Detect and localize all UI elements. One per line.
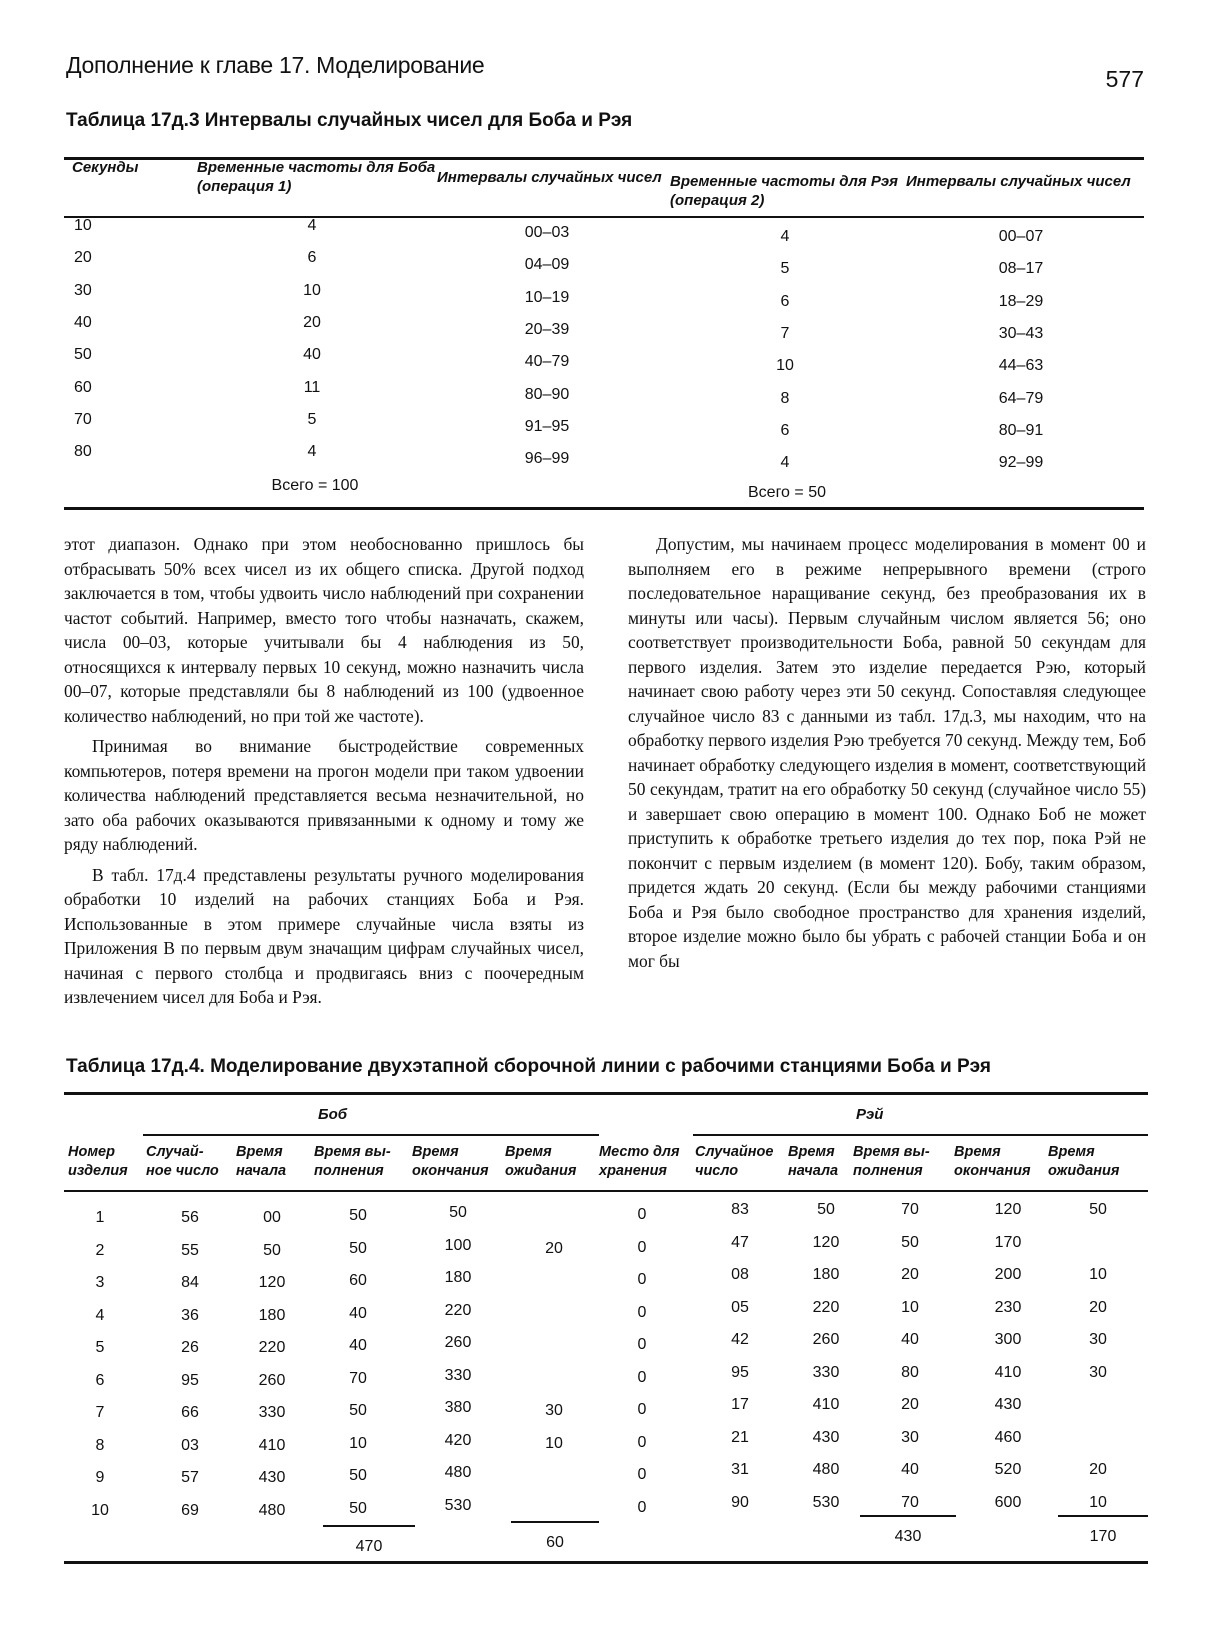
- table4-cell-br: 03: [181, 1436, 199, 1454]
- table4-header-b-end: [412, 1143, 508, 1181]
- table3-cell-bob: 11: [303, 378, 321, 396]
- table3-bottom-rule: [64, 507, 1144, 510]
- table4-cell-bf: 380: [444, 1399, 472, 1416]
- table4-header-r-end-line1: Время: [954, 1144, 1001, 1160]
- table4-cell-rr: 95: [731, 1363, 749, 1381]
- table4-cell-rw: 30: [1089, 1363, 1107, 1381]
- table3-cell-ray_int: 64–79: [998, 389, 1044, 407]
- table4-cell-be: 50: [349, 1239, 367, 1257]
- table4-cell-bw: 20: [545, 1239, 563, 1257]
- table4-cell-br: 56: [181, 1209, 199, 1226]
- table4-cell-rr: 17: [731, 1396, 749, 1413]
- table3-cell-bob: 10: [303, 281, 321, 299]
- table4-cell-st: 0: [637, 1498, 647, 1516]
- table4-cell-br: 66: [181, 1404, 199, 1421]
- table3-cell-ray: 7: [780, 324, 790, 342]
- table4-cell-n: 2: [95, 1241, 105, 1259]
- table4-header-r-rand: [695, 1143, 795, 1181]
- table3-cell-bob_int: 91–95: [524, 417, 570, 435]
- table4-top-rule: [64, 1092, 1148, 1095]
- table3-cell-sec: 40: [74, 313, 92, 331]
- table3-cell-ray: 8: [780, 389, 790, 407]
- table3-header-ray-freq-line1: Временные частоты для Рэя: [670, 173, 898, 190]
- table3-header-ray-freq-line2: (операция 2): [670, 192, 765, 209]
- table4-cell-be: 40: [349, 1337, 367, 1354]
- table4-header-store-line1: Место для: [599, 1144, 680, 1160]
- table3-cell-ray_int: 00–07: [998, 228, 1044, 245]
- table4-cell-rs: 330: [812, 1363, 840, 1381]
- table3-cell-sec: 30: [74, 281, 92, 299]
- table4-cell-re: 30: [901, 1428, 919, 1446]
- table4-cell-bs: 430: [258, 1469, 286, 1486]
- table4-cell-rw: 10: [1089, 1266, 1107, 1283]
- table4-cell-bf: 420: [444, 1431, 472, 1449]
- table4-cell-rw: 20: [1089, 1461, 1107, 1478]
- table4-header-b-wait-line1: Время: [505, 1144, 552, 1160]
- body-left-column: [64, 532, 584, 1010]
- table4-cell-rf: 520: [994, 1461, 1022, 1478]
- table4-cell-rs: 480: [812, 1461, 840, 1478]
- body-left-para-2: Принимая во внимание быстродействие современных компьютеров, потеря времени на прогон модели при таком удвоении количества наблюдений представляется весьма незначительной, но зато оба рабочих оказываются привязанными к одному и тому же ряду наблюдений.: [64, 736, 584, 854]
- table3-cell-ray_int: 08–17: [998, 260, 1044, 278]
- table3-cell-bob: 20: [303, 313, 321, 331]
- table4-cell-rf: 600: [994, 1493, 1022, 1511]
- table4-cell-re: 10: [901, 1298, 919, 1316]
- table4-cell-bs: 480: [258, 1501, 286, 1519]
- table4-header-b-end-line2: окончания: [412, 1163, 489, 1179]
- table4-header-b-rand: [146, 1143, 244, 1181]
- running-title: Дополнение к главе 17. Моделирование: [66, 52, 485, 78]
- page-number: 577: [1105, 66, 1144, 92]
- table4-header-b-exec: [314, 1143, 410, 1181]
- table4-cell-rr: 05: [731, 1298, 749, 1316]
- table3-cell-ray_int: 30–43: [998, 324, 1044, 342]
- table3-cell-ray: 10: [776, 357, 794, 375]
- table4-cell-re: 50: [901, 1233, 919, 1251]
- table4-cell-rs: 260: [812, 1331, 840, 1348]
- body-right-column: [628, 532, 1146, 973]
- table4-cell-re: 80: [901, 1363, 919, 1381]
- table3-cell-bob_int: 20–39: [524, 320, 570, 338]
- table4-cell-rr: 83: [731, 1201, 749, 1218]
- table3-header-bob-freq-line2: (операция 1): [197, 178, 292, 195]
- table4-total-rule-r-exec: [860, 1515, 956, 1517]
- table3-cell-ray: 4: [780, 454, 790, 472]
- table3-cell-bob_int: 40–79: [524, 353, 570, 371]
- table4-cell-st: 0: [637, 1336, 647, 1353]
- body-left-para-3: В табл. 17д.4 представлены результаты ручного моделирования обработки 10 изделий на рабочих станциях Боба и Рэя. Использованные в этом примере случайные числа взяты из Приложения В по первым двум значащим цифрам случайных чисел, начиная с первого столбца и продвигаясь вниз с поочередным извлечением чисел для Боба и Рэя.: [64, 864, 584, 1007]
- table4-cell-rf: 230: [994, 1298, 1022, 1316]
- table4-cell-re: 20: [901, 1266, 919, 1283]
- table4-cell-br: 57: [181, 1469, 199, 1486]
- table4-cell-rf: 200: [994, 1266, 1022, 1283]
- table4-cell-rs: 410: [812, 1396, 840, 1413]
- table4-header-b-exec-line1: Время вы-: [314, 1144, 391, 1160]
- table3-cell-ray: 5: [780, 260, 790, 278]
- table4-cell-st: 0: [637, 1303, 647, 1321]
- table4-cell-n: 10: [91, 1501, 109, 1519]
- table4-cell-bf: 530: [444, 1496, 472, 1514]
- table3-cell-ray: 6: [780, 421, 790, 439]
- table3-cell-sec: 60: [74, 378, 92, 396]
- table3-header-ray-freq: [670, 172, 898, 210]
- table4-cell-bs: 50: [263, 1241, 281, 1259]
- table4-header-b-exec-line2: полнения: [314, 1163, 384, 1179]
- table4-cell-rf: 120: [994, 1201, 1022, 1218]
- table4-cell-re: 70: [901, 1201, 919, 1218]
- table4-header-item-line1: Номер: [68, 1144, 115, 1160]
- table4-header-r-start-line2: начала: [788, 1163, 839, 1179]
- table4-total-r-wait: 170: [1089, 1528, 1117, 1545]
- table4-bottom-rule: [64, 1561, 1148, 1564]
- table4-cell-bf: 330: [444, 1366, 472, 1384]
- table3-cell-bob_int: 00–03: [524, 224, 570, 241]
- table4-cell-br: 95: [181, 1371, 199, 1389]
- table3-header-bob-freq-line1: Временные частоты для Боба: [197, 159, 436, 176]
- table4-caption: Таблица 17д.4. Моделирование двухэтапной сборочной линии с рабочими станциями Боба и Рэя: [66, 1056, 991, 1077]
- table4-cell-rf: 410: [994, 1363, 1022, 1381]
- table4-header-r-wait-line2: ожидания: [1048, 1163, 1120, 1179]
- table4-header-r-rand-line2: число: [695, 1163, 739, 1179]
- table4-cell-bf: 480: [444, 1464, 472, 1481]
- table4-header-r-exec: [853, 1143, 953, 1181]
- table4-cell-n: 3: [95, 1274, 105, 1291]
- table4-cell-bf: 220: [444, 1301, 472, 1319]
- table4-cell-be: 70: [349, 1369, 367, 1387]
- table4-header-item-line2: изделия: [68, 1163, 128, 1179]
- table4-total-b-wait: 60: [546, 1534, 564, 1551]
- table4-cell-rf: 460: [994, 1428, 1022, 1446]
- table4-cell-st: 0: [637, 1368, 647, 1386]
- table4-cell-rr: 31: [731, 1461, 749, 1478]
- table4-header-b-wait: [505, 1143, 607, 1181]
- table3-ray-total: Всего = 50: [748, 484, 826, 501]
- table4-header-r-rand-line1: Случайное: [695, 1144, 774, 1160]
- table4-cell-bs: 120: [258, 1274, 286, 1291]
- table4-cell-rs: 430: [812, 1428, 840, 1446]
- table3-cell-ray: 4: [780, 228, 790, 245]
- table3-header-seconds: Секунды: [72, 159, 139, 176]
- table4-cell-rs: 220: [812, 1298, 840, 1316]
- table3-cell-bob: 4: [307, 217, 317, 234]
- table3-bob-total: Всего = 100: [271, 477, 359, 494]
- table4-cell-br: 84: [181, 1274, 199, 1291]
- table4-cell-rs: 120: [812, 1233, 840, 1251]
- table4-cell-rf: 430: [994, 1396, 1022, 1413]
- table3-caption: Таблица 17д.3 Интервалы случайных чисел для Боба и Рэя: [66, 110, 633, 131]
- table4-header-b-end-line1: Время: [412, 1144, 459, 1160]
- table4-cell-rs: 50: [817, 1201, 835, 1218]
- table4-cell-st: 0: [637, 1466, 647, 1483]
- table3-cell-bob_int: 80–90: [524, 385, 570, 403]
- table4-cell-n: 9: [95, 1469, 105, 1486]
- table4-cell-br: 55: [181, 1241, 199, 1259]
- table3-header-bob-freq: [197, 158, 435, 196]
- table4-cell-rr: 21: [731, 1428, 749, 1446]
- table4-header-b-wait-line2: ожидания: [505, 1163, 577, 1179]
- table4-cell-re: 40: [901, 1461, 919, 1478]
- table4-cell-st: 0: [637, 1271, 647, 1288]
- table3-cell-sec: 70: [74, 410, 92, 428]
- table4-header-item: [68, 1143, 144, 1181]
- table4-cell-bs: 260: [258, 1371, 286, 1389]
- table4-total-rule-b-exec: [323, 1525, 415, 1527]
- table4-cell-bs: 330: [258, 1404, 286, 1421]
- table4-header-r-end-line2: окончания: [954, 1163, 1031, 1179]
- table4-total-rule-r-wait: [1058, 1515, 1148, 1517]
- table3-cell-bob_int: 10–19: [524, 288, 570, 306]
- table3-cell-bob_int: 04–09: [524, 256, 570, 274]
- body-left-para-1: этот диапазон. Однако при этом необоснованно пришлось бы отбрасывать 50% всех чисел из их общего списка. Другой подход заключается в том, чтобы удвоить число наблюдений при сохранении частот событий. Например, вместо того чтобы назначать, скажем, числа 00–03, которые учитывали бы 4 наблюдения из 50, относящихся к интервалу первых 10 секунд, можно назначить числа 00–07, которые представляли бы 8 наблюдений из 100 (удвоенное количество наблюдений, но при той же частоте).: [64, 534, 584, 726]
- table4-cell-be: 10: [349, 1434, 367, 1452]
- table4-cell-bf: 100: [444, 1236, 472, 1254]
- table4-cell-rr: 90: [731, 1493, 749, 1511]
- table4-cell-st: 0: [637, 1401, 647, 1418]
- table4-cell-re: 70: [901, 1493, 919, 1511]
- table4-ray-group-rule: [693, 1134, 1148, 1136]
- table4-cell-rs: 180: [812, 1266, 840, 1283]
- table4-cell-bf: 260: [444, 1334, 472, 1351]
- table4-cell-n: 5: [95, 1339, 105, 1356]
- table3-cell-sec: 80: [74, 443, 92, 461]
- table4-cell-bw: 10: [545, 1434, 563, 1452]
- table4-header-b-start-line1: Время: [236, 1144, 283, 1160]
- table4-cell-bf: 180: [444, 1269, 472, 1286]
- table4-header-r-exec-line2: полнения: [853, 1163, 923, 1179]
- table4-cell-rr: 08: [731, 1266, 749, 1283]
- table3-cell-bob: 40: [303, 346, 321, 364]
- table4-cell-bs: 410: [258, 1436, 286, 1454]
- table4-header-b-rand-line2: ное число: [146, 1163, 219, 1179]
- table4-header-b-start-line2: начала: [236, 1163, 287, 1179]
- table4-header-r-wait-line1: Время: [1048, 1144, 1095, 1160]
- table4-cell-be: 50: [349, 1207, 367, 1224]
- table4-cell-be: 50: [349, 1499, 367, 1517]
- table4-header-b-rand-line1: Случай-: [146, 1144, 204, 1160]
- table4-cell-rw: 10: [1089, 1493, 1107, 1511]
- table4-cell-re: 20: [901, 1396, 919, 1413]
- table3-cell-ray_int: 18–29: [998, 292, 1044, 310]
- table3-cell-ray: 6: [780, 292, 790, 310]
- table4-cell-n: 8: [95, 1436, 105, 1454]
- table3-header-bob-intervals: Интервалы случайных чисел: [437, 169, 662, 186]
- table4-cell-br: 26: [181, 1339, 199, 1356]
- table4-header-r-end: [954, 1143, 1050, 1181]
- table4-cell-be: 50: [349, 1402, 367, 1419]
- table4-header-store-line2: хранения: [599, 1163, 667, 1179]
- table4-total-r-exec: 430: [894, 1528, 922, 1545]
- table3-header-rule: [64, 216, 1144, 218]
- table4-cell-st: 0: [637, 1238, 647, 1256]
- table4-cell-n: 6: [95, 1371, 105, 1389]
- table3-cell-sec: 10: [74, 217, 92, 234]
- table4-cell-rf: 300: [994, 1331, 1022, 1348]
- table4-cell-rf: 170: [994, 1233, 1022, 1251]
- table3-cell-sec: 50: [74, 346, 92, 364]
- table3-cell-ray_int: 92–99: [998, 454, 1044, 472]
- table4-total-rule-b-wait: [511, 1521, 599, 1523]
- table4-cell-bs: 180: [258, 1306, 286, 1324]
- table4-header-rule: [64, 1190, 1148, 1192]
- table4-cell-be: 60: [349, 1272, 367, 1289]
- table4-cell-st: 0: [637, 1206, 647, 1223]
- table3-cell-ray_int: 80–91: [998, 421, 1044, 439]
- table4-group-ray: Рэй: [856, 1106, 884, 1123]
- table3-cell-bob: 4: [307, 443, 317, 461]
- table4-header-r-exec-line1: Время вы-: [853, 1144, 930, 1160]
- table4-cell-re: 40: [901, 1331, 919, 1348]
- table4-cell-rs: 530: [812, 1493, 840, 1511]
- table4-cell-bw: 30: [545, 1402, 563, 1419]
- table4-cell-br: 69: [181, 1501, 199, 1519]
- table4-cell-br: 36: [181, 1306, 199, 1324]
- table3-cell-ray_int: 44–63: [998, 357, 1044, 375]
- table4-total-b-exec: 470: [355, 1538, 383, 1555]
- table4-cell-rw: 50: [1089, 1201, 1107, 1218]
- table4-header-r-start-line1: Время: [788, 1144, 835, 1160]
- table4-group-bob: Боб: [318, 1106, 348, 1123]
- table3-cell-sec: 20: [74, 249, 92, 267]
- table4-header-b-start: [236, 1143, 312, 1181]
- table3-cell-bob: 5: [307, 410, 317, 428]
- table4-cell-bs: 00: [263, 1209, 281, 1226]
- table4-header-r-start: [788, 1143, 860, 1181]
- table4-header-r-wait: [1048, 1143, 1148, 1181]
- table4-cell-rw: 20: [1089, 1298, 1107, 1316]
- table4-header-store: [599, 1143, 695, 1181]
- table3-cell-bob: 6: [307, 249, 317, 267]
- table4-cell-st: 0: [637, 1433, 647, 1451]
- table4-cell-bf: 50: [449, 1204, 467, 1221]
- table4-cell-n: 1: [95, 1209, 105, 1226]
- table3-header-ray-intervals: Интервалы случайных чисел: [906, 173, 1131, 190]
- table3-cell-bob_int: 96–99: [524, 450, 570, 468]
- table4-cell-rr: 47: [731, 1233, 749, 1251]
- table4-cell-be: 50: [349, 1467, 367, 1484]
- table4-cell-n: 4: [95, 1306, 105, 1324]
- table4-bob-group-rule: [143, 1134, 599, 1136]
- table4-cell-rr: 42: [731, 1331, 749, 1348]
- table4-cell-n: 7: [95, 1404, 105, 1421]
- table4-cell-rw: 30: [1089, 1331, 1107, 1348]
- body-right-para-1: Допустим, мы начинаем процесс моделирования в момент 00 и выполняем его в режиме непрерывного времени (строго последовательное наращивание секунд, без преобразования их в минуты или часы). Первым случайным числом является 56; оно соответствует производительности Боба, равной 50 секундам для первого изделия. Затем это изделие передается Рэю, который начинает свою работу через эти 50 секунд. Сопоставляя следующее случайное число 83 с данными из табл. 17д.3, мы находим, что на обработку первого изделия Рэю требуется 70 секунд. Между тем, Боб начинает обработку следующего изделия в момент, соответствующий 50 секундам, тратит на его обработку 50 секунд (случайное число 55) и завершает свою операцию в момент 100. Однако Боб не может приступить к обработке третьего изделия до тех пор, пока Рэй не покончит с первым изделием (в момент 120). Бобу, таким образом, придется ждать 20 секунд. (Если бы между рабочими станциями Боба и Рэя было свободное пространство для хранения изделий, второе изделие можно было бы убрать с рабочей станции Боба и он мог бы: [628, 534, 1146, 971]
- table4-cell-be: 40: [349, 1304, 367, 1322]
- table4-cell-bs: 220: [258, 1339, 286, 1356]
